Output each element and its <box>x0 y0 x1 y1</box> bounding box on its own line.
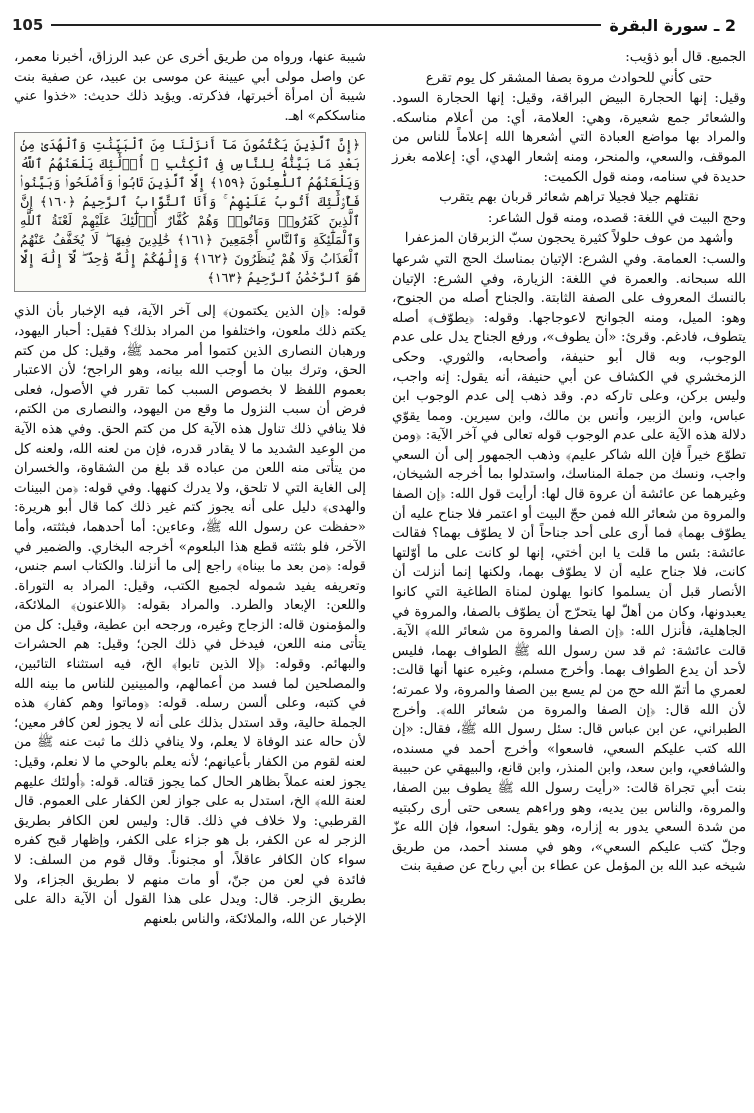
paragraph: وقيل: إنها الحجارة البيض البراقة، وقيل: إنها الحجارة السود. والشعائر جمع شعيرة، وهي: العلامة، أي: من أعلام مناسكه. والمراد بها مواضع العبادة التي أشعرها الله إعلاماً للناس من الموقف، والسعي، والمنحر، ومنه إشعار الهدي، أي: إعلامه بغرز حديدة في سنامه، ومنه قول الكميت: <box>392 91 746 185</box>
quran-verse-box: ﴿إِنَّ ٱلَّذِينَ يَكْتُمُونَ مَآ أَنزَلْنَا مِنَ ٱلْبَيِّنَٰتِ وَٱلْهُدَىٰ مِنۢ بَعْدِ مَا بَيَّنَّٰهُ لِلنَّاسِ فِى ٱلْكِتَٰبِ ۙ أُو۟لَٰٓئِكَ يَلْعَنُهُمُ ٱللَّهُ وَيَلْعَنُهُمُ ٱللَّٰعِنُونَ ﴿١٥٩﴾ إِلَّا ٱلَّذِينَ تَابُوا۟ وَأَصْلَحُوا۟ وَبَيَّنُوا۟ فَأُو۟لَٰٓئِكَ أَتُوبُ عَلَيْهِمْ ۚ وَأَنَا ٱلتَّوَّابُ ٱلرَّحِيمُ ﴿١٦٠﴾ إِنَّ ٱلَّذِينَ كَفَرُوا۟ وَمَاتُوا۟ وَهُمْ كُفَّارٌ أُو۟لَٰٓئِكَ عَلَيْهِمْ لَعْنَةُ ٱللَّهِ وَٱلْمَلَٰٓئِكَةِ وَٱلنَّاسِ أَجْمَعِينَ ﴿١٦١﴾ خَٰلِدِينَ فِيهَا ۖ لَا يُخَفَّفُ عَنْهُمُ ٱلْعَذَابُ وَلَا هُمْ يُنظَرُونَ ﴿١٦٢﴾ وَإِلَٰهُكُمْ إِلَٰهٌ وَٰحِدٌ ۖ لَّآ إِلَٰهَ إِلَّا هُوَ ٱلرَّحْمَٰنُ ٱلرَّحِيمُ ﴿١٦٣﴾ <box>14 132 366 292</box>
poem-verse: حتى كأني للحوادث مروة بصفا المشقر كل يوم تقرع <box>425 70 713 86</box>
paragraph: والسب: العمامة. وفي الشرع: الإتيان بمناسك الحج التي شرعها الله سبحانه. والعمرة في اللغة: الزيارة، وفي الشرع: الإتيان بالنسك المعروف على الصفة الثابتة. والجناح أصله من الجنوح، وهو: الميل، ومنه الجوانح لاعوجاجها. وقوله: ﴿يطوّف﴾ أصله يتطوف، فادغم. وقرئ: «أن يطوف»، ورفع الجناح يدل على عدم الوجوب، وبه قال أبو حنيفة، وأصحابه، والثوري. وحكى الزمخشري في الكشاف عن أبي حنيفة، أنه يقول: إنه واجب، وليس بركن، وعلى تاركه دم. وقد ذهب إلى عدم الوجوب ابن عباس، وابن الزبير، وأنس بن مالك، وابن سيرين. ومما يقوّي دلالة هذه الآية على عدم الوجوب قوله تعالى في آخر الآية: ﴿ومن تطوّع خيراً فإن الله شاكر عليم﴾ وذهب الجمهور إلى أن السعي واجب، ونسك من جملة المناسك، واستدلوا بما أخرجه الشيخان، وغيرهما عن عائشة أن عروة قال لها: أرأيت قول الله: ﴿إن الصفا والمروة من شعائر الله فمن حجّ البيت أو اعتمر فلا جناح عليه أن يطوّف بهما﴾ فما أرى على أحد جناحاً أن لا يطوّف بهما؟ فقالت عائشة: بئس ما قلت يا ابن أختي، إنها لو كانت على ما أوّلتها كانت، فلا جناح عليه أن لا يطوّف بهما، ولكنها إنما أنزلت أن الأنصار قبل أن يسلموا كانوا يهلون لمناة الطاغية التي كانوا يعبدونها، وكان من أهلّ لها يتحرّج أن يطوّف بالصفا، والمروة في الجاهلية، فأنزل الله: ﴿إن الصفا والمروة من شعائر الله﴾ الآية. قالت عائشة: ثم قد سن رسول الله ﷺ الطواف بهما، فليس لأحد أن يدع الطواف بهما. وأخرج مسلم، وغيره عنها أنها قالت: لعمري ما أتمّ الله حج من لم يسع بين الصفا والمروة، ولا عمرته؛ لأن الله قال: ﴿إن الصفا والمروة من شعائر الله﴾. وأخرج الطبراني، عن ابن عباس قال: سئل رسول الله ﷺ، فقال: «إن الله كتب عليكم السعي، فاسعوا» وأخرج أحمد في مسنده، والشافعي، وابن سعد، وابن المنذر، وابن قانع، والبيهقي عن حبيبة بنت أبي تجراة قالت: «رأيت رسول الله ﷺ يطوف بين الصفا، والمروة، والناس بين يديه، وهو وراءهم يسعى حتى أرى ركبتيه من شدة السعي يدور به إزاره، وهو يقول: اسعوا، فإن الله عزّ وجلّ كتب عليكم السعي»، وهو في مسند أحمد، من طريق شيخه عبد الله بن المؤمل عن عطاء بن أبي رباح عن صفية بنت <box>392 251 746 875</box>
page-header <box>12 8 736 42</box>
left-column <box>14 48 366 930</box>
poem-verse: وأشهد من عوف حلولاً كثيرة يحجون سبّ الزبرقان المزعفرا <box>404 231 734 247</box>
intro-line: الجميع. قال أبو ذؤيب: <box>625 50 746 65</box>
right-column <box>392 48 746 878</box>
surah-title: 2 ـ سورة البقرة <box>609 15 736 35</box>
paragraph: شيبة عنها، ورواه من طريق أخرى عن عبد الرزاق، أخبرنا معمر، عن واصل مولى أبي عيينة عن موسى بن عبيد، عن صفية بنت شيبة أن امرأة أخبرتها، فذكرته. ويؤيد ذلك حديث: «خذوا عني مناسككم» اهـ. <box>14 50 366 124</box>
page-number: 105 <box>12 16 44 34</box>
header-rule <box>51 24 601 26</box>
poem-verse: نقتلهم جيلا فجيلا تراهم شعائر قربان بهم يتقرب <box>439 190 699 206</box>
paragraph: قوله: ﴿إن الذين يكتمون﴾ إلى آخر الآية، فيه الإخبار بأن الذي يكتم ذلك ملعون، واختلفوا من المراد بذلك؟ فقيل: أحبار اليهود، ورهبان النصارى الذين كتموا أمر محمد ﷺ، وقيل: كل من كتم الحق، وترك بيان ما أوجب الله بيانه، وهو الراجح؛ لأن الاعتبار بعموم اللفظ لا بخصوص السبب كما تقرر في الأصول، فعلى فرض أن سبب النزول ما وقع من اليهود، والنصارى من الكتم، فلا ينافي ذلك تناول هذه الآية كل من كتم الحق. وفي هذه الآية من الوعيد الشديد ما لا يقادر قدره، فإن من لعنه الله، ولعنه كل من يتأتى منه اللعن من عباده قد بلغ من الشقاوة، والخسران إلى الغاية التي لا تلحق، ولا يدرك كنهها. وفي قوله: ﴿من البينات والهدى﴾ دليل على أنه يجوز كتم غير ذلك كما قال أبو هريرة: «حفظت عن رسول الله ﷺ، وعاءين: أما أحدهما، فبثثته، وأما الآخر، فلو بثثته قطع هذا البلعوم» أخرجه البخاري. والضمير في قوله: ﴿من بعد ما بيناه﴾ راجع إلى ما أنزلنا. والكتاب اسم جنس، وتعريفه يفيد شموله لجميع الكتب، وقيل: المراد به التوراة. واللعن: الإبعاد والطرد. والمراد بقوله: ﴿اللاعنون﴾ الملائكة، والمؤمنون قاله: الزجاج وغيره، ورجحه ابن عطية، وقيل: كل من يتأتى منه اللعن، فيدخل في ذلك الجن؛ وقيل: هم الحشرات والبهائم. وقوله: ﴿إلا الذين تابوا﴾ الخ، فيه استثناء التائبين، والمصلحين لما فسد من أعمالهم، والمبينين للناس ما بينه الله في كتبه، وعلى ألسن رسله. قوله: ﴿وماتوا وهم كفار﴾ هذه الجملة حالية، وقد استدل بذلك على أنه لا يجوز لعن كافر معين؛ لأن حاله عند الوفاة لا يعلم، ولا ينافي ذلك ما ثبت عنه ﷺ من لعنه لقوم من الكفار بأعيانهم؛ لأنه يعلم بالوحي ما لا نعلم، وقيل: يجوز لعنه عملاً بظاهر الحال كما يجوز قتاله. قوله: ﴿أولئك عليهم لعنة الله﴾ الخ، استدل به على جواز لعن الكفار على العموم. قال القرطبي: ولا خلاف في ذلك. قال: وليس لعن الكافر بطريق الزجر له عن الكفر، بل هو جزاء على الكفر، وإظهار قبح كفره سواء كان الكافر عاقلاً، أو مجنوناً. وقال قوم من السلف: لا فائدة في لعن من جنّ، أو مات منهم لا بطريق الجزاء، ولا بطريق الزجر. قال: ويدل على هذا القول أن الآية دالة على الإخبار عن الله، والملائكة، والناس بلعنهم <box>14 304 366 927</box>
paragraph: وحج البيت في اللغة: قصده، ومنه قول الشاعر: <box>487 210 746 226</box>
